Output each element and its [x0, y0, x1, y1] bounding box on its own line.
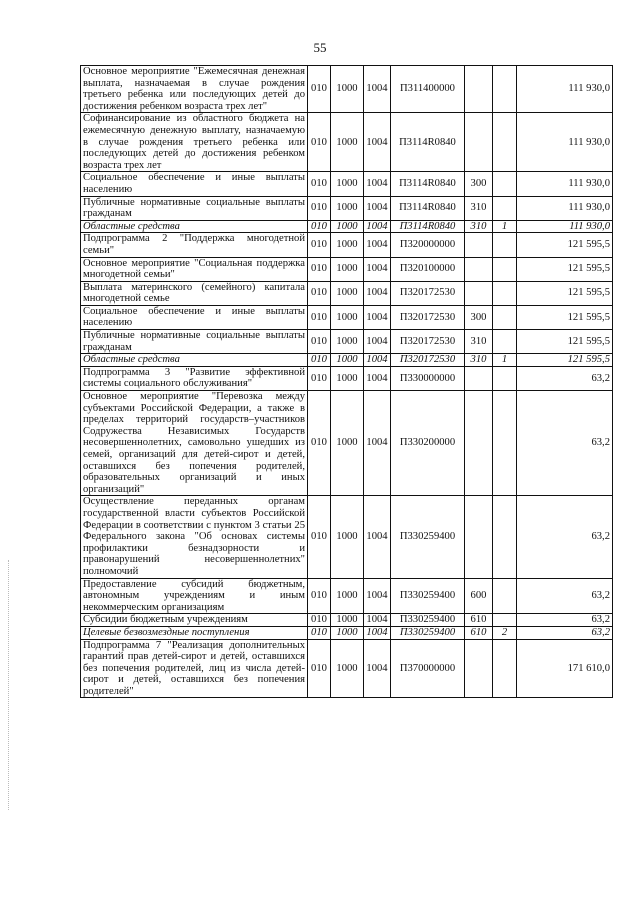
- row-amount: 121 595,5: [517, 233, 613, 257]
- row-source-code: 1: [493, 220, 517, 233]
- row-ministry-code: 010: [308, 366, 331, 390]
- row-subsection-code: 1004: [364, 496, 391, 578]
- row-expense-type: [465, 233, 493, 257]
- row-subsection-code: 1004: [364, 626, 391, 639]
- row-subsection-code: 1004: [364, 233, 391, 257]
- row-source-code: [493, 196, 517, 220]
- row-section-code: 1000: [331, 281, 364, 305]
- row-source-code: [493, 233, 517, 257]
- row-name: Публичные нормативные социальные выплаты гражданам: [81, 196, 308, 220]
- row-amount: 63,2: [517, 366, 613, 390]
- row-target-code: П330259400: [391, 614, 465, 627]
- row-expense-type: 300: [465, 305, 493, 329]
- row-name: Целевые безвозмездные поступления: [81, 626, 308, 639]
- row-expense-type: 300: [465, 172, 493, 196]
- row-name: Подпрограмма 3 "Развитие эффективной системы социального обслуживания": [81, 366, 308, 390]
- table-row: [81, 233, 613, 257]
- row-subsection-code: 1004: [364, 366, 391, 390]
- row-amount: 63,2: [517, 614, 613, 627]
- row-source-code: [493, 281, 517, 305]
- row-ministry-code: 010: [308, 639, 331, 698]
- row-name: Социальное обеспечение и иные выплаты населению: [81, 172, 308, 196]
- row-ministry-code: 010: [308, 305, 331, 329]
- row-source-code: [493, 578, 517, 614]
- row-subsection-code: 1004: [364, 257, 391, 281]
- row-subsection-code: 1004: [364, 391, 391, 496]
- row-subsection-code: 1004: [364, 196, 391, 220]
- row-section-code: 1000: [331, 220, 364, 233]
- row-section-code: 1000: [331, 578, 364, 614]
- row-expense-type: [465, 639, 493, 698]
- row-target-code: П320172530: [391, 354, 465, 367]
- row-expense-type: [465, 113, 493, 172]
- row-section-code: 1000: [331, 196, 364, 220]
- row-section-code: 1000: [331, 172, 364, 196]
- table-row: [81, 257, 613, 281]
- row-target-code: П330259400: [391, 496, 465, 578]
- page-number: 55: [313, 40, 327, 55]
- table-row: [81, 578, 613, 614]
- row-subsection-code: 1004: [364, 305, 391, 329]
- row-subsection-code: 1004: [364, 172, 391, 196]
- row-ministry-code: 010: [308, 578, 331, 614]
- row-expense-type: 610: [465, 614, 493, 627]
- table-row: [81, 626, 613, 639]
- row-target-code: П3114R0840: [391, 113, 465, 172]
- row-target-code: П370000000: [391, 639, 465, 698]
- row-section-code: 1000: [331, 639, 364, 698]
- row-expense-type: 310: [465, 354, 493, 367]
- row-target-code: П330259400: [391, 578, 465, 614]
- row-amount: 121 595,5: [517, 281, 613, 305]
- row-ministry-code: 010: [308, 220, 331, 233]
- row-source-code: [493, 391, 517, 496]
- budget-table: [80, 65, 613, 698]
- row-name: Основное мероприятие "Социальная поддержка многодетной семьи": [81, 257, 308, 281]
- row-subsection-code: 1004: [364, 354, 391, 367]
- row-section-code: 1000: [331, 66, 364, 113]
- row-source-code: [493, 66, 517, 113]
- row-expense-type: [465, 496, 493, 578]
- row-subsection-code: 1004: [364, 113, 391, 172]
- row-section-code: 1000: [331, 354, 364, 367]
- row-expense-type: 310: [465, 330, 493, 354]
- row-name: Основное мероприятие "Перевозка между субъектами Российской Федерации, а также в пределах территорий государств–участников Содружества Независимых Государств несовершеннолетних, самовольно ушедших из семей, организаций для детей-сирот и детей, оставшихся без попечения родителей, образовательных организаций и иных организаций": [81, 391, 308, 496]
- row-name: Софинансирование из областного бюджета на ежемесячную денежную выплату, назначаемую в случае рождения третьего ребенка или последующих детей до достижения ребенком возраста трех лет: [81, 113, 308, 172]
- table-row: [81, 614, 613, 627]
- row-expense-type: 310: [465, 220, 493, 233]
- row-section-code: 1000: [331, 305, 364, 329]
- row-ministry-code: 010: [308, 354, 331, 367]
- row-name: Основное мероприятие "Ежемесячная денежная выплата, назначаемая в случае рождения третьего ребенка или последующих детей до достижения ребенком возраста трех лет": [81, 66, 308, 113]
- row-ministry-code: 010: [308, 257, 331, 281]
- table-row: [81, 391, 613, 496]
- row-section-code: 1000: [331, 257, 364, 281]
- row-source-code: [493, 366, 517, 390]
- row-amount: 63,2: [517, 626, 613, 639]
- row-subsection-code: 1004: [364, 220, 391, 233]
- table-row: [81, 354, 613, 367]
- row-target-code: П3114R0840: [391, 196, 465, 220]
- row-subsection-code: 1004: [364, 330, 391, 354]
- scan-edge-marks: [8, 560, 13, 810]
- row-target-code: П320000000: [391, 233, 465, 257]
- row-expense-type: [465, 281, 493, 305]
- table-row: [81, 66, 613, 113]
- row-subsection-code: 1004: [364, 614, 391, 627]
- row-amount: 111 930,0: [517, 66, 613, 113]
- row-target-code: П330000000: [391, 366, 465, 390]
- row-amount: 111 930,0: [517, 220, 613, 233]
- row-target-code: П320100000: [391, 257, 465, 281]
- row-name: Областные средства: [81, 220, 308, 233]
- row-section-code: 1000: [331, 233, 364, 257]
- row-ministry-code: 010: [308, 172, 331, 196]
- row-name: Подпрограмма 7 "Реализация дополнительных гарантий прав детей-сирот и детей, оставшихся без попечения родителей, лиц из числа детей-сирот и детей, оставшихся без попечения родителей": [81, 639, 308, 698]
- table-row: [81, 639, 613, 698]
- row-target-code: П320172530: [391, 305, 465, 329]
- row-target-code: П320172530: [391, 281, 465, 305]
- table-row: [81, 305, 613, 329]
- row-source-code: [493, 614, 517, 627]
- row-expense-type: [465, 66, 493, 113]
- row-target-code: П320172530: [391, 330, 465, 354]
- row-amount: 111 930,0: [517, 196, 613, 220]
- row-amount: 121 595,5: [517, 330, 613, 354]
- row-name: Подпрограмма 2 "Поддержка многодетной семьи": [81, 233, 308, 257]
- row-source-code: [493, 113, 517, 172]
- table-row: [81, 366, 613, 390]
- table-row: [81, 196, 613, 220]
- row-amount: 111 930,0: [517, 113, 613, 172]
- row-source-code: [493, 639, 517, 698]
- table-row: [81, 330, 613, 354]
- row-ministry-code: 010: [308, 66, 331, 113]
- row-amount: 111 930,0: [517, 172, 613, 196]
- row-source-code: [493, 305, 517, 329]
- row-section-code: 1000: [331, 366, 364, 390]
- row-subsection-code: 1004: [364, 578, 391, 614]
- table-row: [81, 281, 613, 305]
- row-section-code: 1000: [331, 391, 364, 496]
- row-expense-type: [465, 366, 493, 390]
- row-amount: 121 595,5: [517, 354, 613, 367]
- row-ministry-code: 010: [308, 614, 331, 627]
- row-ministry-code: 010: [308, 233, 331, 257]
- row-target-code: П311400000: [391, 66, 465, 113]
- row-ministry-code: 010: [308, 496, 331, 578]
- row-name: Социальное обеспечение и иные выплаты населению: [81, 305, 308, 329]
- row-amount: 121 595,5: [517, 257, 613, 281]
- row-ministry-code: 010: [308, 281, 331, 305]
- row-section-code: 1000: [331, 626, 364, 639]
- row-name: Осуществление переданных органам государственной власти субъектов Российской Федерации в соответствии с пунктом 3 статьи 25 Федерального закона "Об основах системы профилактики безнадзорности и правонарушений несовершеннолетних" полномочий: [81, 496, 308, 578]
- row-source-code: [493, 496, 517, 578]
- row-expense-type: [465, 257, 493, 281]
- row-expense-type: 610: [465, 626, 493, 639]
- row-name: Публичные нормативные социальные выплаты гражданам: [81, 330, 308, 354]
- row-target-code: П3114R0840: [391, 220, 465, 233]
- row-section-code: 1000: [331, 614, 364, 627]
- row-section-code: 1000: [331, 113, 364, 172]
- row-amount: 63,2: [517, 578, 613, 614]
- row-target-code: П330200000: [391, 391, 465, 496]
- table-row: [81, 172, 613, 196]
- row-subsection-code: 1004: [364, 66, 391, 113]
- row-source-code: 2: [493, 626, 517, 639]
- row-source-code: [493, 257, 517, 281]
- row-source-code: 1: [493, 354, 517, 367]
- row-section-code: 1000: [331, 496, 364, 578]
- row-ministry-code: 010: [308, 626, 331, 639]
- table-row: [81, 496, 613, 578]
- row-ministry-code: 010: [308, 196, 331, 220]
- row-subsection-code: 1004: [364, 281, 391, 305]
- row-name: Субсидии бюджетным учреждениям: [81, 614, 308, 627]
- row-amount: 171 610,0: [517, 639, 613, 698]
- row-ministry-code: 010: [308, 330, 331, 354]
- row-target-code: П330259400: [391, 626, 465, 639]
- row-name: Областные средства: [81, 354, 308, 367]
- table-row: [81, 113, 613, 172]
- row-target-code: П3114R0840: [391, 172, 465, 196]
- row-expense-type: [465, 391, 493, 496]
- row-name: Предоставление субсидий бюджетным, автономным учреждениям и иным некоммерческим организациям: [81, 578, 308, 614]
- row-amount: 121 595,5: [517, 305, 613, 329]
- row-source-code: [493, 172, 517, 196]
- row-source-code: [493, 330, 517, 354]
- row-name: Выплата материнского (семейного) капитала многодетной семье: [81, 281, 308, 305]
- row-amount: 63,2: [517, 496, 613, 578]
- row-expense-type: 310: [465, 196, 493, 220]
- row-amount: 63,2: [517, 391, 613, 496]
- table-row: [81, 220, 613, 233]
- row-ministry-code: 010: [308, 391, 331, 496]
- row-ministry-code: 010: [308, 113, 331, 172]
- row-subsection-code: 1004: [364, 639, 391, 698]
- row-section-code: 1000: [331, 330, 364, 354]
- row-expense-type: 600: [465, 578, 493, 614]
